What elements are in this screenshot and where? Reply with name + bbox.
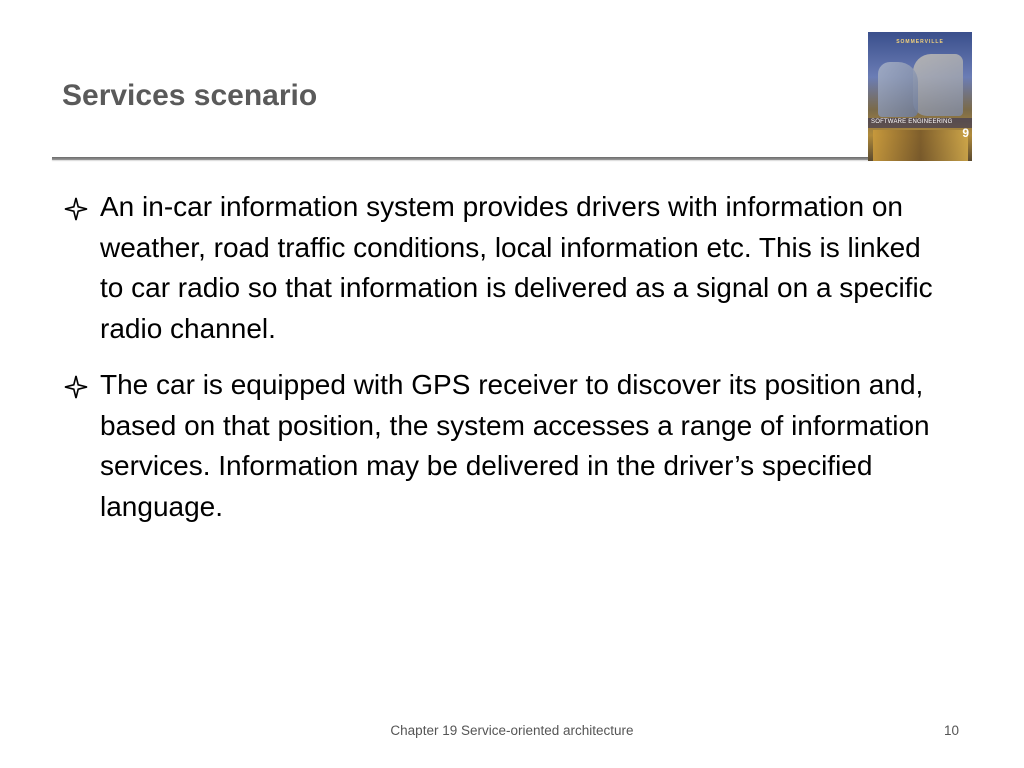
cover-author: SOMMERVILLE (896, 39, 944, 45)
title-divider (52, 157, 870, 160)
cover-title: SOFTWARE ENGINEERING (871, 119, 953, 125)
bullet-text: The car is equipped with GPS receiver to discover its position and, based on that position, the system accesses a range of information services. Information may be delivered in the driver’s specified language. (100, 369, 930, 522)
bullet-item (62, 187, 942, 349)
four-point-star-outline-icon (62, 365, 92, 405)
bullet-text: An in-car information system provides drivers with information on weather, road traffic conditions, local information etc. This is linked to car radio so that information is delivered as a signal on a specific radio channel. (100, 191, 933, 344)
cover-edition: 9 (962, 126, 969, 140)
slide-title: Services scenario (62, 79, 318, 112)
cover-building-shape (878, 62, 918, 117)
bullet-list (62, 187, 942, 543)
cover-building-shape (913, 54, 963, 116)
page-number: 10 (944, 723, 960, 738)
cover-scaffold-shape (873, 130, 968, 161)
bullet-item (62, 365, 942, 527)
book-cover-image (868, 32, 972, 161)
four-point-star-outline-icon (62, 187, 92, 227)
footer-chapter: Chapter 19 Service-oriented architecture (390, 723, 634, 738)
